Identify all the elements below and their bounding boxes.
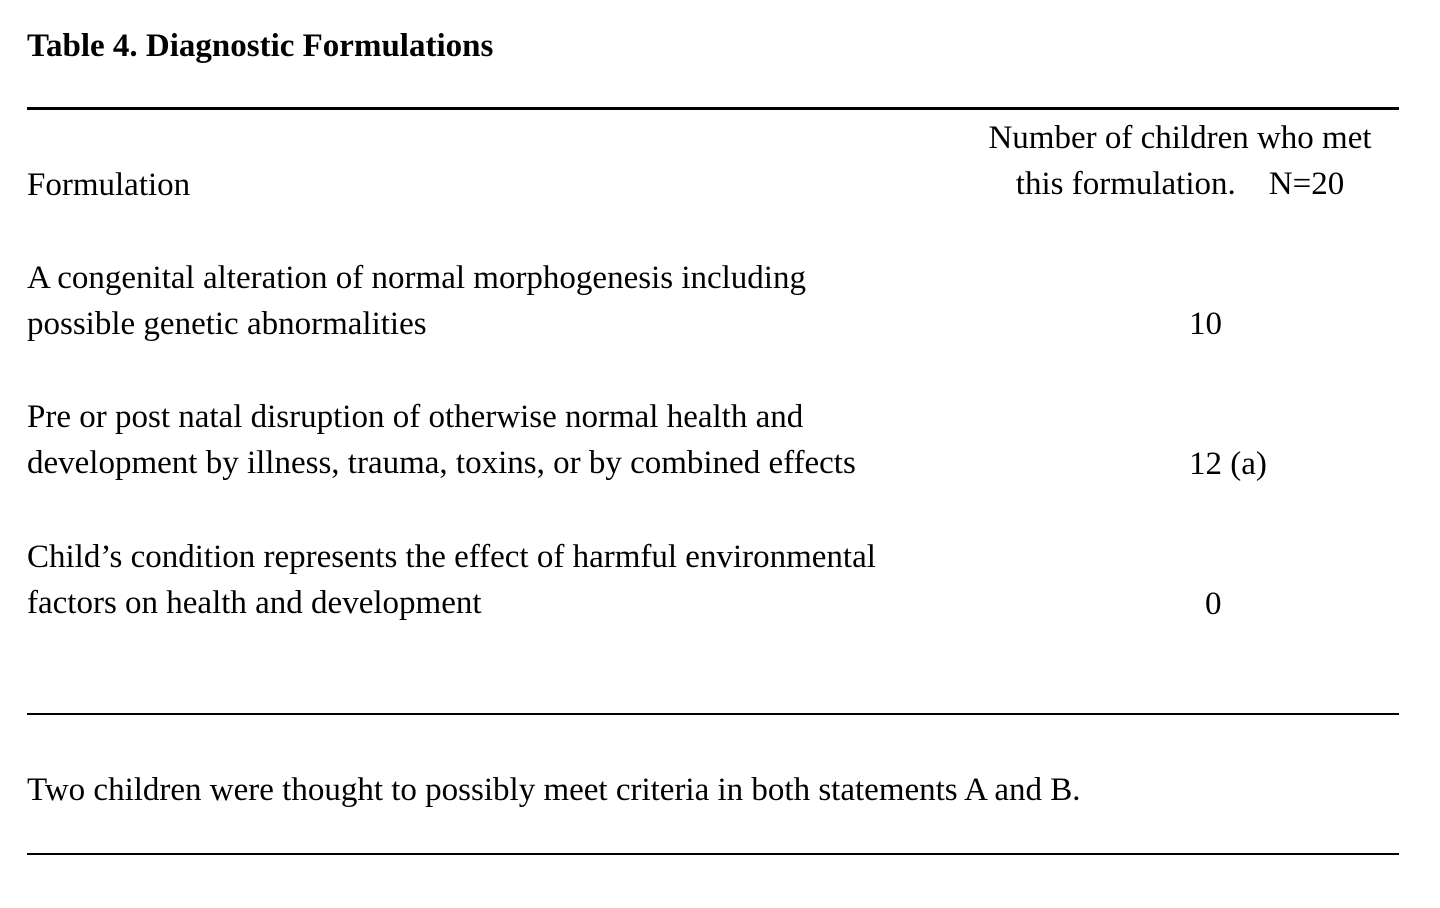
count-header-n: N=20 (1268, 166, 1345, 202)
table-row-3-count: 0 (1205, 586, 1222, 622)
table-row-2-count: 12 (a) (1189, 446, 1267, 482)
count-header-text: this formulation. (1015, 166, 1236, 202)
row-3-line1: Child’s condition represents the effect of harmful environmental (27, 539, 876, 575)
count-header-line1: Number of children who met (988, 120, 1372, 156)
row-2-line1: Pre or post natal disruption of otherwise normal health and (27, 399, 804, 435)
footnote-bottom-rule (27, 853, 1399, 855)
table-row-1-formulation (27, 255, 987, 347)
table-bottom-rule (27, 713, 1399, 715)
table-row-1-count: 10 (1189, 306, 1222, 342)
row-1-line1: A congenital alteration of normal morphogenesis including (27, 260, 806, 296)
row-3-line2: factors on health and development (27, 585, 482, 621)
top-rule (27, 107, 1399, 110)
table-row-3-formulation (27, 534, 987, 626)
table-title: Table 4. Diagnostic Formulations (27, 28, 494, 64)
row-2-line2: development by illness, trauma, toxins, or by combined effects (27, 445, 856, 481)
table-row-2-formulation (27, 394, 987, 486)
row-1-line2: possible genetic abnormalities (27, 306, 427, 342)
count-column-header (940, 115, 1420, 207)
count-header-line2 (940, 161, 1420, 207)
table-footnote: Two children were thought to possibly meet criteria in both statements A and B. (27, 772, 1081, 808)
formulation-column-header: Formulation (27, 167, 191, 203)
